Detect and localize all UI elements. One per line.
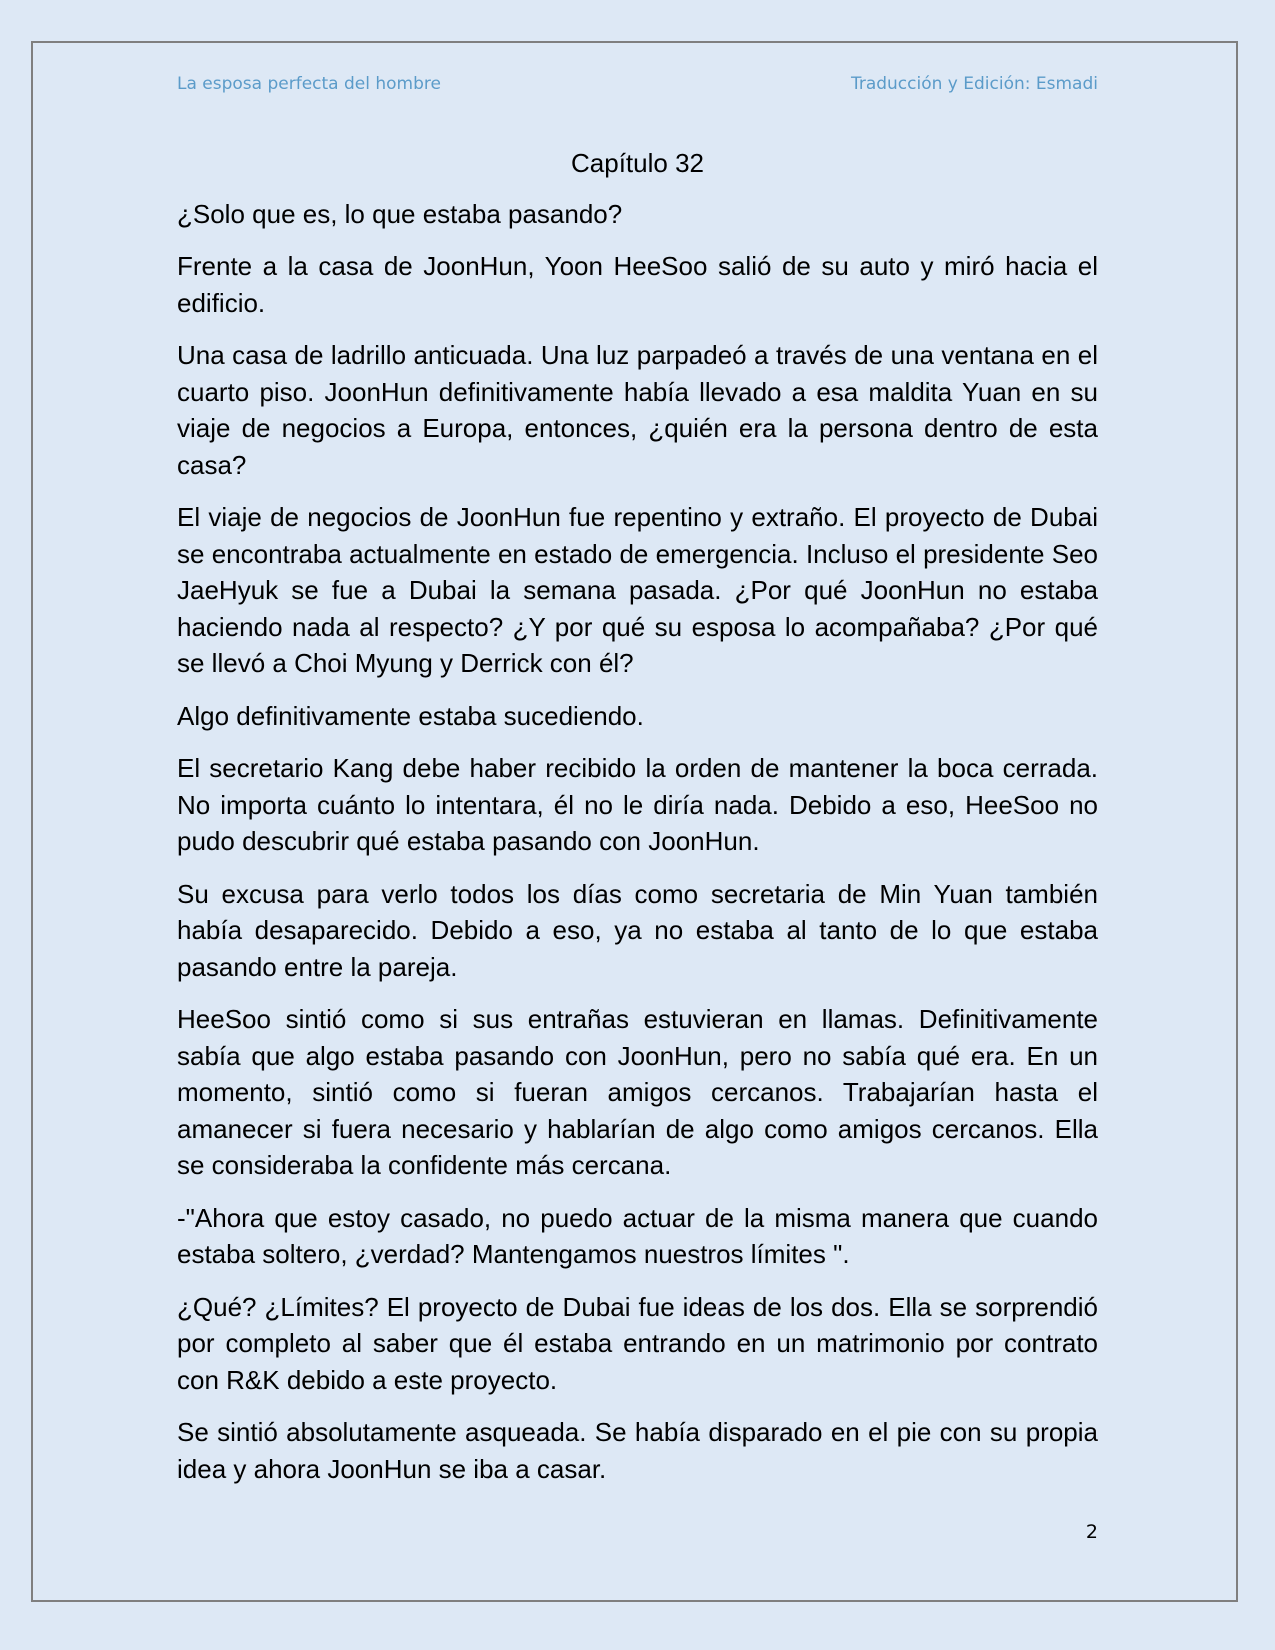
page-body bbox=[177, 145, 1098, 1503]
chapter-title: Capítulo 32 bbox=[571, 148, 704, 178]
page-header bbox=[177, 74, 1098, 94]
paragraph: HeeSoo sintió como si sus entrañas estuvieran en llamas. Definitivamente sabía que algo estaba pasando con JoonHun, pero no sabía qué era. En un momento, sintió como si fueran amigos cercanos. Trabajarían hasta el amanecer si fuera necesario y hablarían de algo como amigos cercanos. Ella se consideraba la confidente más cercana. bbox=[177, 1004, 1098, 1180]
paragraph: Frente a la casa de JoonHun, Yoon HeeSoo salió de su auto y miró hacia el edificio. bbox=[177, 251, 1098, 318]
header-credits: Traducción y Edición: Esmadi bbox=[850, 74, 1098, 94]
paragraph: Se sintió absolutamente asqueada. Se había disparado en el pie con su propia idea y ahora JoonHun se iba a casar. bbox=[177, 1417, 1098, 1484]
paragraph: El viaje de negocios de JoonHun fue repentino y extraño. El proyecto de Dubai se encontraba actualmente en estado de emergencia. Incluso el presidente Seo JaeHyuk se fue a Dubai la semana pasada. ¿Por qué JoonHun no estaba haciendo nada al respecto? ¿Y por qué su esposa lo acompañaba? ¿Por qué se llevó a Choi Myung y Derrick con él? bbox=[177, 502, 1098, 678]
paragraph: ¿Qué? ¿Límites? El proyecto de Dubai fue ideas de los dos. Ella se sorprendió por completo al saber que él estaba entrando en un matrimonio por contrato con R&K debido a este proyecto. bbox=[177, 1291, 1098, 1395]
paragraph: Su excusa para verlo todos los días como secretaria de Min Yuan también había desaparecido. Debido a eso, ya no estaba al tanto de lo que estaba pasando entre la pareja. bbox=[177, 878, 1098, 982]
paragraph: Algo definitivamente estaba sucediendo. bbox=[177, 700, 644, 731]
paragraph: -"Ahora que estoy casado, no puedo actuar de la misma manera que cuando estaba soltero, ¿verdad? Mantengamos nuestros límites ". bbox=[177, 1202, 1098, 1269]
paragraph: El secretario Kang debe haber recibido la orden de mantener la boca cerrada. No importa cuánto lo intentara, él no le diría nada. Debido a eso, HeeSoo no pudo descubrir qué estaba pasando con JoonHun. bbox=[177, 753, 1098, 856]
header-book-title: La esposa perfecta del hombre bbox=[177, 74, 441, 94]
paragraph: ¿Solo que es, lo que estaba pasando? bbox=[177, 198, 623, 229]
paragraph: Una casa de ladrillo anticuada. Una luz parpadeó a través de una ventana en el cuarto piso. JoonHun definitivamente había llevado a esa maldita Yuan en su viaje de negocios a Europa, entonces, ¿quién era la persona dentro de esta casa? bbox=[177, 340, 1098, 480]
page-number: 2 bbox=[1085, 1521, 1098, 1543]
